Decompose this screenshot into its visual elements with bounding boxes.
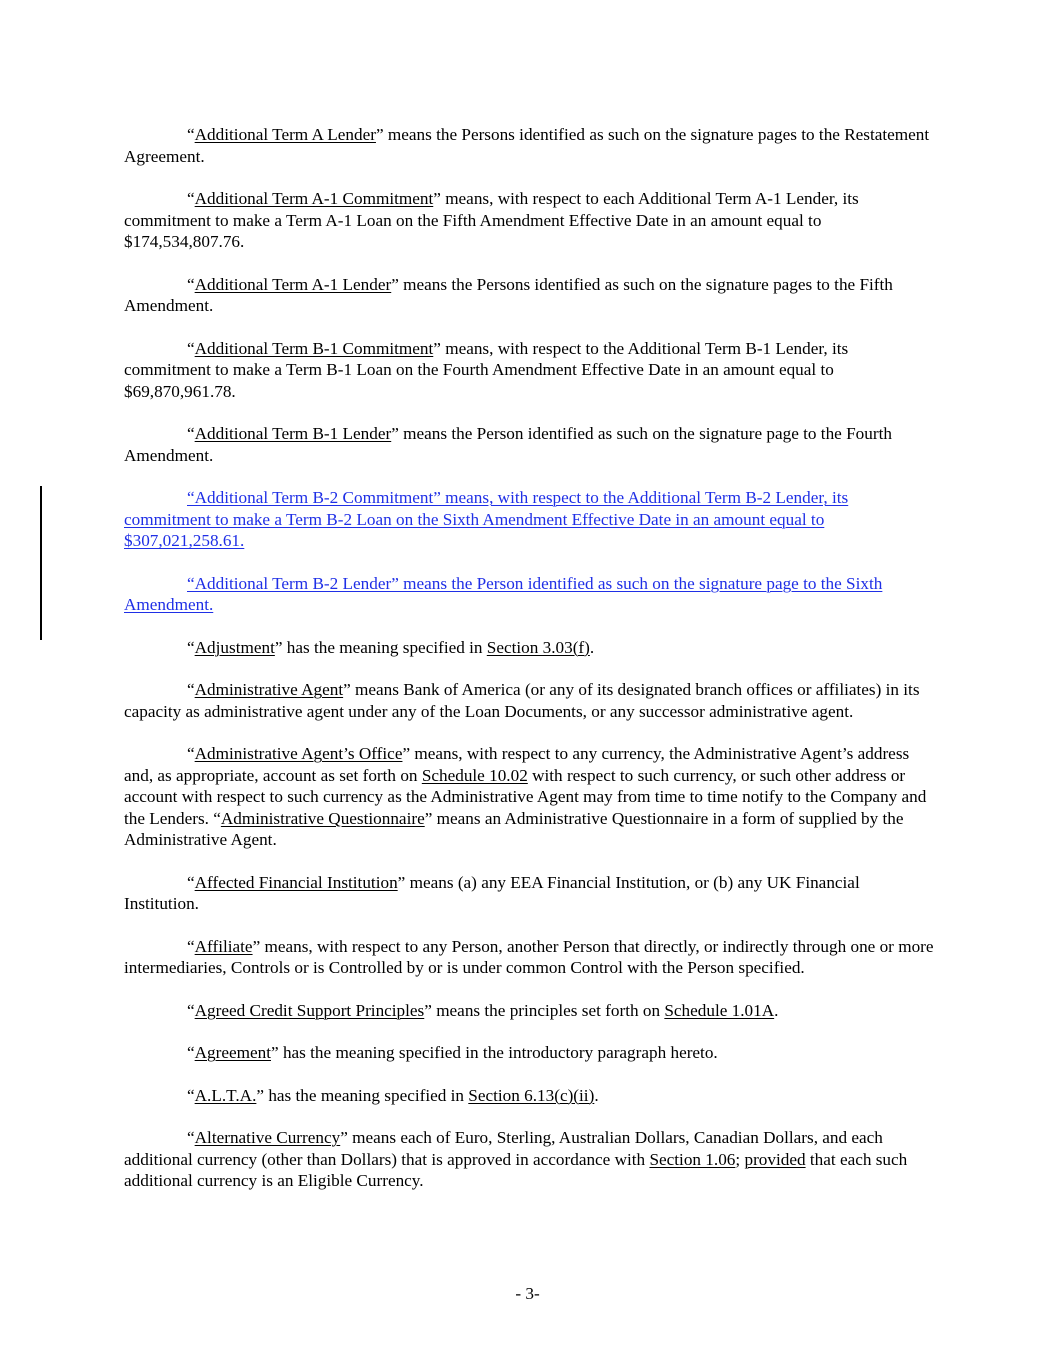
definition-paragraph: “Additional Term A-1 Lender” means the Persons identified as such on the signature pages to the Fifth Amendment. [124,274,893,316]
definition-text: ; [735,1149,745,1169]
definition-paragraph: “Affected Financial Institution” means (a) any EEA Financial Institution, or (b) any UK Financial Institution. [124,872,860,914]
definition-paragraph: “Alternative Currency” means each of Euro, Sterling, Australian Dollars, Canadian Dollars, and each additional currency (other than Dollars) that is approved in accordance with Section 1.06; provided that each such additional currency is an Eligible Currency. [124,1127,908,1191]
definition-text: that each such additional currency is an Eligible Currency. [124,1149,908,1191]
definition-text: means each of Euro, Sterling, Australian Dollars, Canadian Dollars, and each additional currency (other than Dollars) that is approved in accordance with [124,1127,883,1169]
page-number: - 3- [515,1284,540,1303]
definition-paragraph: “Additional Term A Lender” means the Persons identified as such on the signature pages to the Restatement Agreement. [124,125,930,166]
schedule-reference: Schedule 10.02 [421,765,528,785]
definition-text: . [589,637,595,657]
definition-text: means the principles set forth on [431,1000,665,1020]
definition-text: means, with respect to any currency, the Administrative Agent’s address and, as appropriate, account as set forth on [124,744,910,785]
defined-term: Affected Financial Institution [194,872,398,892]
section-reference: Section 3.03(f) [486,637,590,657]
inserted-definition-text: “Additional Term B-2 Lender” means the Person identified as such on the signature page to the Sixth Amendment. [124,573,883,615]
definition-text: means Bank of America (or any of its designated branch offices or affiliates) in its capacity as administrative agent under any of the Loan Documents, or any successor administrative agent. [124,680,920,721]
definition-paragraph: “Affiliate” means, with respect to any Person, another Person that directly, or indirectly through one or more intermediaries, Controls or is Controlled by or is under common Control with the Person specified. [124,936,934,978]
defined-term: Additional Term A-1 Commitment [194,188,434,208]
definition-text: means, with respect to each Additional Term A-1 Lender, its commitment to make a Term A-1 Loan on the Fifth Amendment Effective Date in an amount equal to $174,534,807.76. [124,188,859,252]
defined-term: Additional Term B-1 Commitment [194,338,434,358]
definition-paragraph: “A.L.T.A.” has the meaning specified in Section 6.13(c)(ii). [187,1085,599,1105]
defined-term: Additional Term B-1 Lender [194,424,392,444]
definition-paragraph: “Additional Term B-1 Commitment” means, with respect to the Additional Term B-1 Lender, its commitment to make a Term B-1 Loan on the Fourth Amendment Effective Date in an amount equal to $69,870,961.78. [124,338,849,401]
inserted-definition-paragraph [124,487,934,552]
section-reference: Section 1.06 [649,1149,736,1169]
definition-paragraph: “Agreed Credit Support Principles” means the principles set forth on Schedule 1.01A. [187,1000,779,1020]
definition-paragraph: “Administrative Agent” means Bank of America (or any of its designated branch offices or affiliates) in its capacity as administrative agent under any of the Loan Documents, or any successor administrative agent. [124,680,920,721]
definition-text: has the meaning specified in the introductory paragraph hereto. [278,1043,718,1063]
definition-text: means the Person identified as such on the signature page to the Fourth Amendment. [124,424,892,465]
defined-term: Affiliate [194,936,253,956]
definition-text: . [594,1085,599,1105]
defined-term: Agreement [194,1043,271,1063]
definition-text: means, with respect to the Additional Term B-1 Lender, its commitment to make a Term B-1 Loan on the Fourth Amendment Effective Date in an amount equal to $69,870,961.78. [124,338,849,401]
schedule-reference: Schedule 1.01A [664,1000,775,1020]
definition-text: means the Persons identified as such on the signature pages to the Fifth Amendment. [124,274,893,316]
defined-term: Administrative Questionnaire [220,808,425,828]
definition-text: with respect to such currency, or such other address or account with respect to such currency as the Administrative Agent may from time to time notify to the Company and the Lenders. “ [124,765,927,828]
defined-term: Agreed Credit Support Principles [194,1000,425,1020]
defined-term: A.L.T.A. [194,1085,257,1105]
definition-paragraph: “Administrative Agent’s Office” means, with respect to any currency, the Administrative Agent’s address and, as appropriate, account as set forth on Schedule 10.02 with respect to such currency, or such other address or account with respect to such currency as the Administrative Agent may from time to time notify to the Company and the Lenders. “Administrative Questionnaire” means an Administrative Questionnaire in a form of supplied by the Administrative Agent. [124,744,927,850]
definition-paragraph: “Additional Term A-1 Commitment” means, with respect to each Additional Term A-1 Lender, its commitment to make a Term A-1 Loan on the Fifth Amendment Effective Date in an amount equal to $174,534,807.76. [124,188,859,252]
defined-term: Additional Term A-1 Lender [194,274,392,294]
defined-term: Alternative Currency [194,1127,341,1147]
definition-paragraph: “Agreement” has the meaning specified in the introductory paragraph hereto. [187,1043,718,1063]
defined-term: Administrative Agent’s Office [194,744,403,764]
definition-text: . [774,1000,779,1020]
definition-text: means (a) any EEA Financial Institution, or (b) any UK Financial Institution. [124,872,860,914]
revision-change-bar [40,486,42,640]
definition-text: means, with respect to any Person, another Person that directly, or indirectly through one or more intermediaries, Controls or is Controlled by or is under common Control with the Person specified. [124,936,934,978]
defined-term: Additional Term A Lender [194,125,376,144]
defined-term: Adjustment [194,637,275,657]
inserted-definition-paragraph [124,573,934,616]
defined-term: Administrative Agent [194,680,344,700]
inserted-definition-text: “Additional Term B-2 Commitment” means, with respect to the Additional Term B-2 Lender, its commitment to make a Term B-2 Loan on the Sixth Amendment Effective Date in an amount equal to $307,021,258.61. [124,488,849,551]
definition-text: means the Persons identified as such on the signature pages to the Restatement Agreement. [124,125,930,166]
definitions-section [124,124,934,1213]
section-reference: Section 6.13(c)(ii) [468,1085,595,1105]
definition-paragraph: “Adjustment” has the meaning specified in Section 3.03(f). [187,637,595,657]
definition-paragraph: “Additional Term B-1 Lender” means the Person identified as such on the signature page to the Fourth Amendment. [124,424,892,465]
proviso-term: provided [744,1149,806,1169]
definition-text: means an Administrative Questionnaire in a form of supplied by the Administrative Agent. [124,808,904,850]
definition-text: has the meaning specified in [282,637,487,657]
definition-text: has the meaning specified in [264,1085,469,1105]
